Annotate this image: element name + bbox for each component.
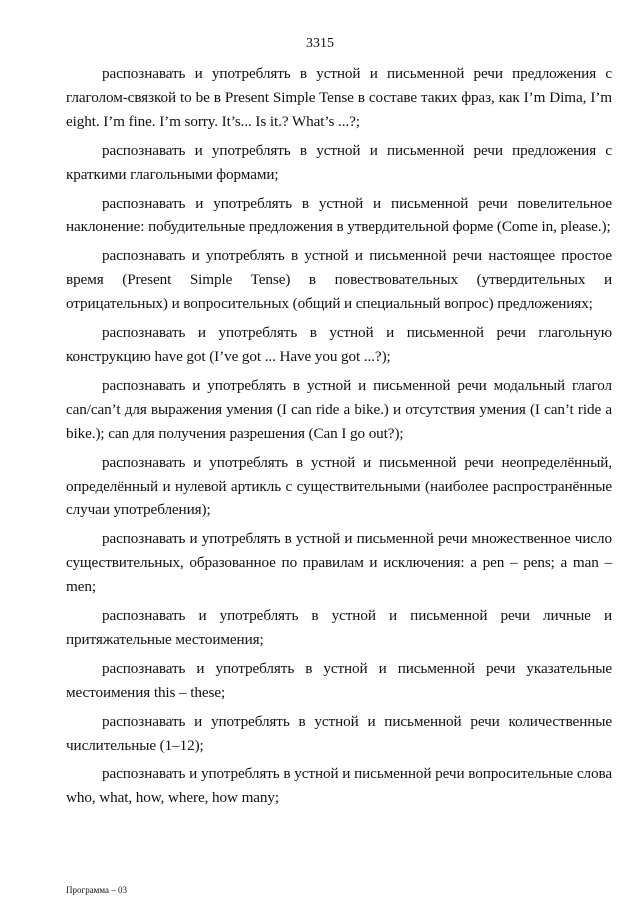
paragraph: распознавать и употреблять в устной и письменной речи модальный глагол can/can’t для выражения умения (I can ride a bike.) и отсутствия умения (I can’t ride a bike.); can для получения разрешения (Can I go out?);	[66, 376, 612, 442]
paragraph: распознавать и употреблять в устной и письменной речи множественное число существительных, образованное по правилам и исключения: a pen – pens; a man – men;	[66, 530, 612, 596]
paragraph: распознавать и употреблять в устной и письменной речи личные и притяжательные местоимения;	[66, 607, 612, 648]
page-number: 3315	[306, 36, 334, 51]
paragraph: распознавать и употреблять в устной и письменной речи глагольную конструкцию have got (I’ve got ... Have you got ...?);	[66, 324, 612, 365]
paragraph: распознавать и употреблять в устной и письменной речи настоящее простое время (Present Simple Tense) в повествовательных (утвердительных и отрицательных) и вопросительных (общий и специальный вопрос) предложениях;	[66, 247, 612, 313]
footer-label: Программа – 03	[66, 885, 128, 895]
paragraph: распознавать и употреблять в устной и письменной речи количественные числительные (1–12);	[66, 712, 612, 754]
paragraph: распознавать и употреблять в устной и письменной речи предложения с глаголом-связкой to be в Present Simple Tense в составе таких фраз, как I’m Dima, I’m eight. I’m fine. I’m sorry. It’s... Is it.? What’s ...?;	[66, 65, 612, 130]
paragraph: распознавать и употреблять в устной и письменной речи указательные местоимения this – these;	[66, 659, 612, 701]
paragraph: распознавать и употреблять в устной и письменной речи вопросительные слова who, what, how, where, how many;	[66, 765, 612, 807]
paragraph: распознавать и употреблять в устной и письменной речи неопределённый, определённый и нулевой артикль с существительными (наиболее распространённые случаи употребления);	[66, 453, 612, 519]
paragraph: распознавать и употреблять в устной и письменной речи повелительное наклонение: побудительные предложения в утвердительной форме (Come in, please.);	[66, 194, 612, 236]
page-body	[66, 62, 612, 815]
paragraph: распознавать и употреблять в устной и письменной речи предложения с краткими глагольными формами;	[66, 141, 612, 183]
